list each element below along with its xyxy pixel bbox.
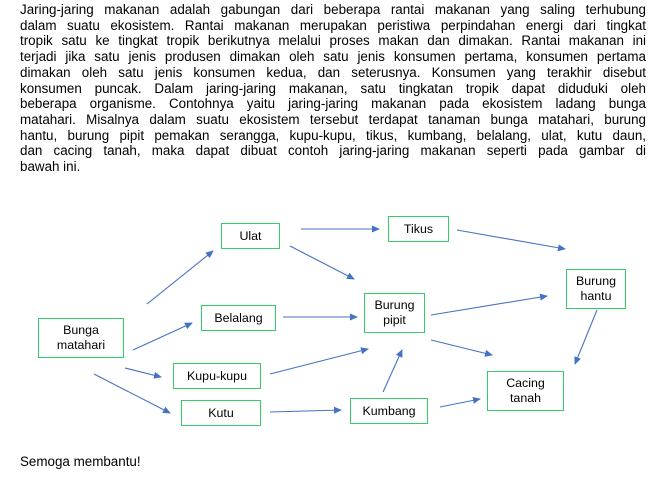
node-label: Burung bbox=[576, 274, 616, 288]
node-bunga-matahari bbox=[38, 318, 124, 358]
arrow-bunga-matahari-to-ulat bbox=[147, 251, 213, 304]
arrow-kumbang-to-cacing-tanah bbox=[440, 399, 480, 407]
paragraph-line: matahari. Misalnya dalam suatu ekosistem tersebut terdapat tanaman bunga matahari, burung bbox=[20, 111, 646, 127]
arrow-ulat-to-burung-pipit bbox=[290, 246, 354, 279]
node-label: matahari bbox=[56, 338, 106, 352]
node-label: Kumbang bbox=[362, 403, 416, 418]
arrow-bunga-matahari-to-belalang bbox=[133, 323, 192, 350]
node-label: Kupu-kupu bbox=[187, 368, 247, 383]
node-label: Belalang bbox=[214, 310, 263, 325]
arrow-kupu-kupu-to-burung-pipit bbox=[270, 349, 368, 374]
arrow-bunga-matahari-to-kutu bbox=[94, 374, 170, 413]
arrow-burung-pipit-to-burung-hantu bbox=[431, 296, 547, 315]
node-burung-hantu bbox=[566, 269, 626, 309]
arrow-bunga-matahari-to-kupu-kupu bbox=[125, 368, 161, 377]
arrow-kutu-to-kumbang bbox=[270, 410, 341, 412]
node-burung-pipit bbox=[364, 293, 425, 333]
node-belalang bbox=[201, 305, 276, 331]
arrow-burung-hantu-to-cacing-tanah bbox=[575, 310, 597, 364]
node-label: Tikus bbox=[403, 221, 434, 236]
paragraph-line: bawah ini. bbox=[20, 159, 81, 175]
node-label: Cacing bbox=[506, 376, 545, 390]
paragraph-line: beberapa organisme. Contohnya yaitu jaring-jaring makanan pada ekosistem ladang bunga bbox=[20, 96, 646, 112]
arrow-tikus-to-burung-hantu bbox=[457, 230, 565, 249]
node-label: tanah bbox=[509, 391, 541, 405]
paragraph-line: terjadi jika satu jenis produsen dimakan oleh satu jenis konsumen pertama, konsumen pertama bbox=[20, 49, 646, 65]
arrow-kumbang-to-burung-pipit bbox=[383, 350, 402, 392]
node-kumbang bbox=[350, 398, 428, 424]
node-label: Ulat bbox=[239, 228, 262, 243]
paragraph-line: dalam suatu ekosistem. Rantai makanan merupakan peristiwa perpindahan energi dari tingkat bbox=[20, 17, 646, 33]
node-tikus bbox=[388, 216, 449, 242]
node-ulat bbox=[221, 223, 280, 249]
arrow-burung-pipit-to-cacing-tanah bbox=[431, 340, 492, 355]
node-kutu bbox=[181, 400, 261, 426]
node-cacing-tanah bbox=[487, 371, 564, 411]
node-kupu-kupu bbox=[173, 363, 261, 389]
paragraph-line: hantu, burung pipit pemakan serangga, kupu-kupu, tikus, kumbang, belalang, ulat, kutu daun, bbox=[20, 127, 646, 143]
paragraph-line: dan cacing tanah, maka dapat dibuat contoh jaring-jaring makanan seperti pada gambar di bbox=[20, 143, 646, 159]
paragraph-line: Jaring-jaring makanan adalah gabungan dari beberapa rantai makanan yang saling terhubung bbox=[20, 2, 646, 17]
node-label: Kutu bbox=[208, 405, 234, 420]
node-label: Burung bbox=[374, 298, 415, 312]
node-label: hantu bbox=[580, 289, 612, 303]
node-label: pipit bbox=[383, 313, 406, 327]
closing-text: Semoga membantu! bbox=[20, 454, 141, 469]
node-label: Bunga bbox=[63, 323, 99, 337]
paragraph-line: konsumen puncak. Dalam jaring-jaring makanan, satu tingkatan tropik dapat diduduki oleh bbox=[20, 80, 646, 96]
paragraph-line: dimakan oleh satu jenis konsumen kedua, dan seterusnya. Konsumen yang terakhir disebut bbox=[20, 64, 646, 80]
paragraph-line: tropik satu ke tingkat tropik berikutnya melalui proses makan dan dimakan. Rantai makanan ini bbox=[20, 33, 646, 49]
